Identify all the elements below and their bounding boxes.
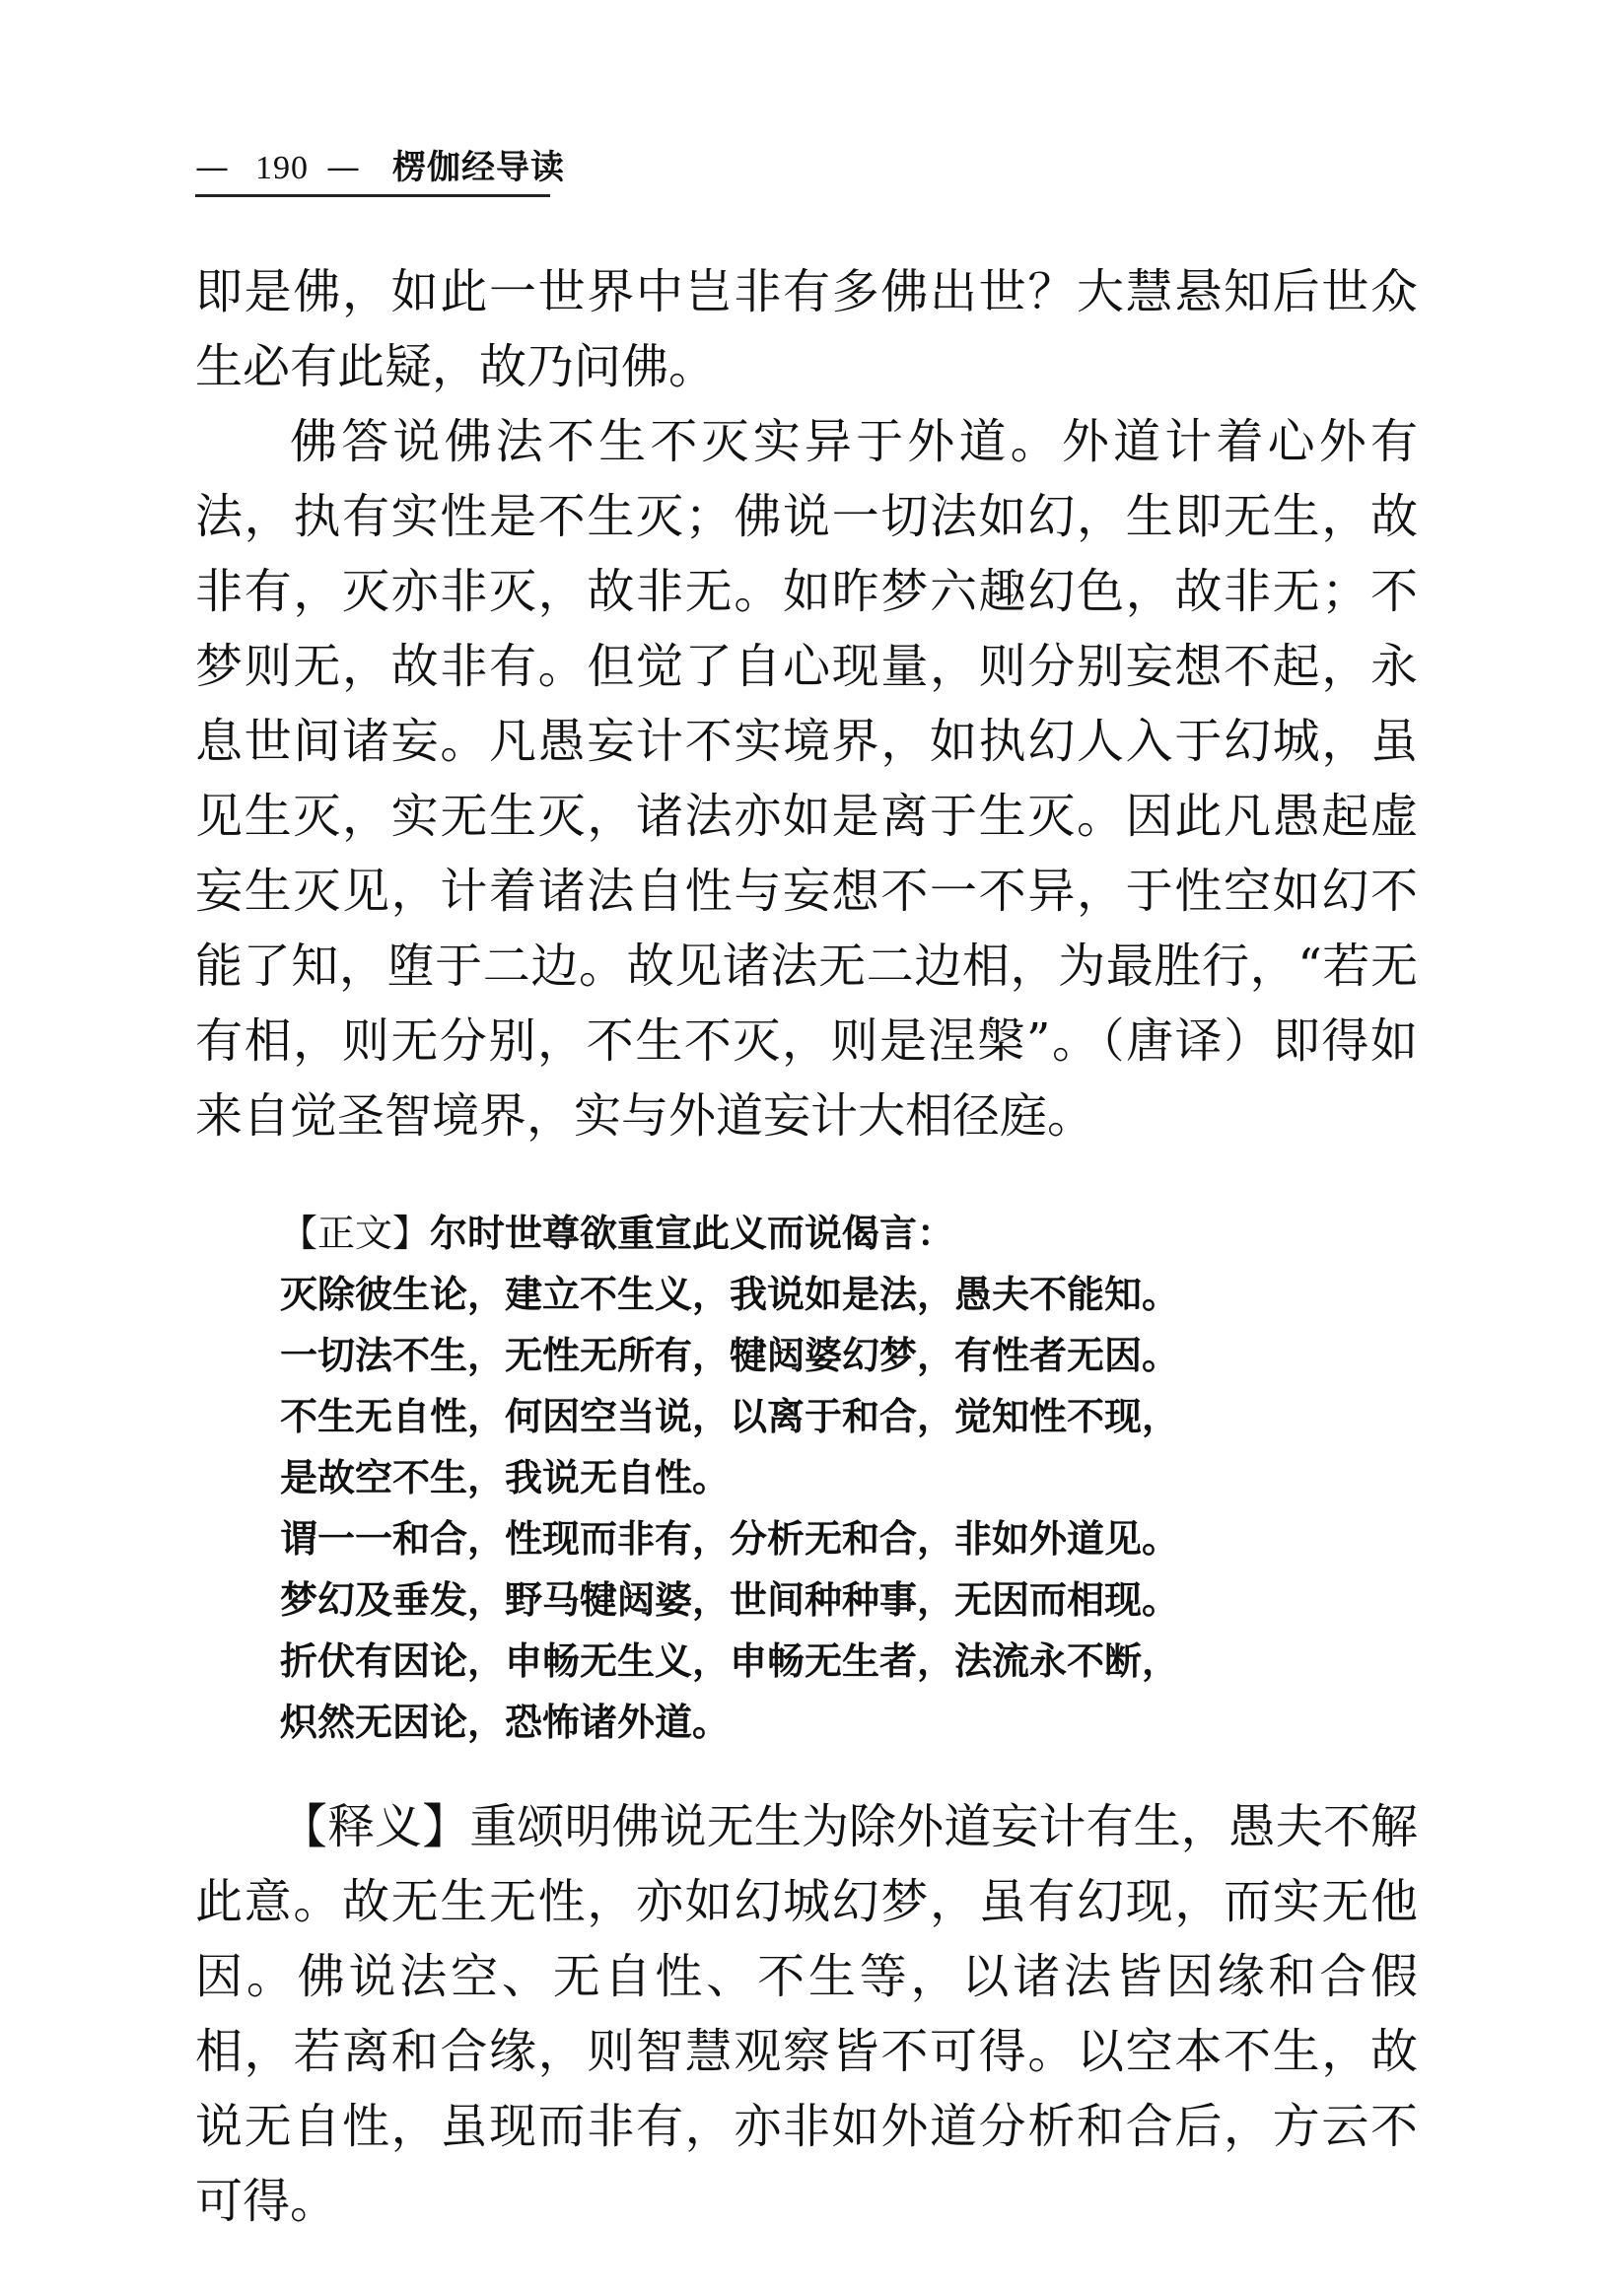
verse-line: 不生无自性，何因空当说，以离于和合，觉知性不现， [280,1395,1180,1438]
verse-line: 谓一一和合，性现而非有，分析无和合，非如外道见。 [280,1517,1180,1561]
commentary-paragraph [195,1789,1418,2239]
header-dash-right: — [326,148,361,187]
paragraph-continuation: 即是佛，如此一世界中岂非有多佛出世？大慧悬知后世众生必有此疑，故乃问佛。 [195,264,1418,394]
verse-line: 是故空不生，我说无自性。 [280,1456,731,1499]
commentary-label: 【释义】 [280,1799,470,1854]
verse-label: 【正文】 [280,1212,431,1255]
book-title: 楞伽经导读 [392,148,565,187]
paragraph-buddha-answer: 佛答说佛法不生不灭实异于外道。外道计着心外有法，执有实性是不生灭；佛说一切法如幻，生即无生，故非有，灭亦非灭，故非无。如昨梦六趣幻色，故非无；不梦则无，故非有。但觉了自心现量，则分别妄想不起，永息世间诸妄。凡愚妄计不实境界，如执幻人入于幻城，虽见生灭，实无生灭，诸法亦如是离于生灭。因此凡愚起虚妄生灭见，计着诸法自性与妄想不一不异，于性空如幻不能了知，堕于二边。故见诸法无二边相，为最胜行，“若无有相，则无分别，不生不灭，则是涅槃”。（唐译）即得如来自觉圣智境界，实与外道妄计大相径庭。 [195,414,1418,1144]
verse-block [280,1203,1424,1753]
header-dash-left: — [195,148,230,187]
header-underline [195,194,550,197]
verse-line: 一切法不生，无性无所有，犍闼婆幻梦，有性者无因。 [280,1334,1180,1377]
page-number: 190 [255,150,309,186]
verse-intro: 尔时世尊欲重宣此义而说偈言： [430,1212,955,1255]
verse-line: 折伏有因论，申畅无生义，申畅无生者，法流永不断， [280,1639,1180,1683]
verse-intro-line [280,1203,1424,1264]
verse-line: 梦幻及垂发，野马犍闼婆，世间种种事，无因而相现。 [280,1578,1180,1622]
running-header [195,148,565,188]
commentary-text: 重颂明佛说无生为除外道妄计有生，愚夫不解此意。故无生无性，亦如幻城幻梦，虽有幻现，而实无他因。佛说法空、无自性、不生等，以诸法皆因缘和合假相，若离和合缘，则智慧观察皆不可得。以空本不生，故说无自性，虽现而非有，亦非如外道分析和合后，方云不可得。 [195,1799,1418,2229]
verse-line: 炽然无因论，恐怖诸外道。 [280,1701,731,1744]
verse-line: 灭除彼生论，建立不生义，我说如是法，愚夫不能知。 [280,1273,1180,1316]
